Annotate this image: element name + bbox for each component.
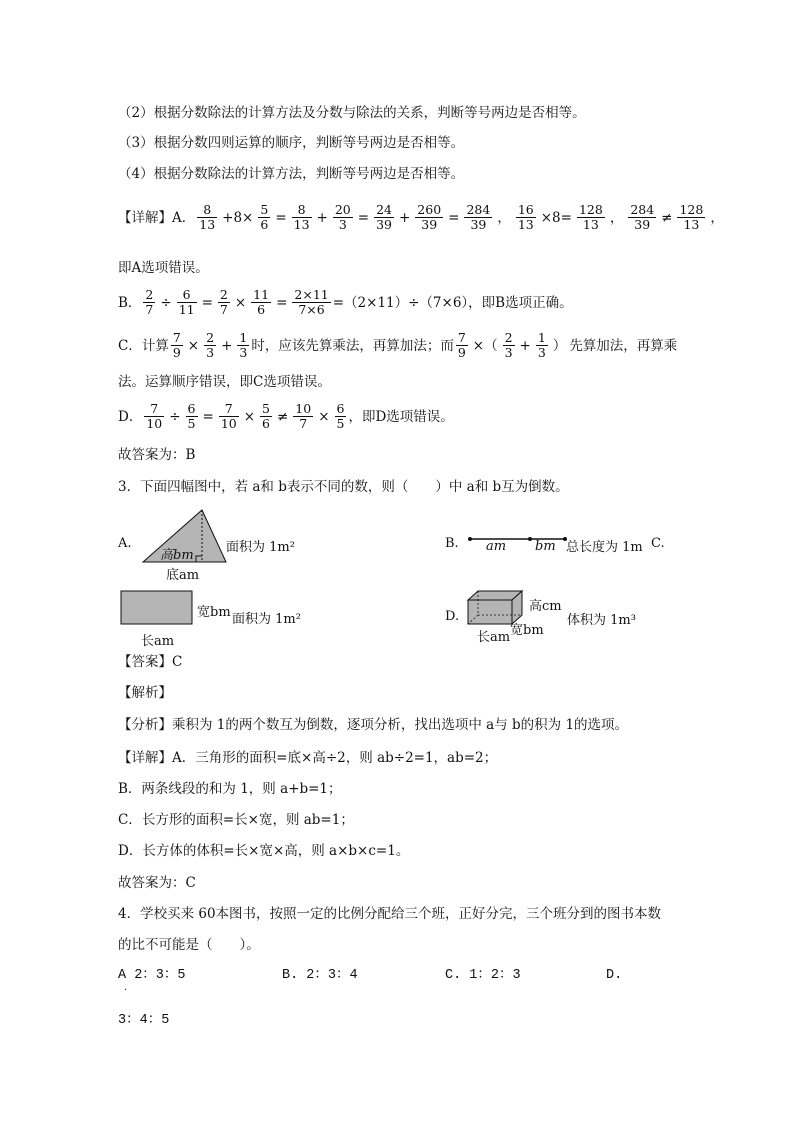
detail3-b: B．两条线段的和为 1，则 a+b=1； (118, 781, 342, 797)
detail3-c: C．长方形的面积=长×宽，则 ab=1； (118, 812, 354, 828)
triangle-base-label: 底am (166, 568, 200, 583)
triangle-height-label: 高bm (160, 548, 194, 563)
detail3-d: D．长方体的体积=长×宽×高，则 a×b×c=1。 (118, 843, 410, 859)
detail-c-mid2: 先算加法，再算乘 (569, 337, 678, 354)
segment-a-label: am (486, 539, 507, 554)
q4-option-b: B. 2：3：4 (282, 968, 358, 983)
reason-2: （2）根据分数除法的计算方法及分数与除法的关系，判断等号两边是否相等。 (118, 105, 586, 121)
cuboid-width-label: 宽bm (510, 623, 544, 638)
reason-4: （4）根据分数除法的计算方法，判断等号两边是否相等。 (118, 166, 465, 182)
stray-dot: . (124, 982, 128, 993)
detail-d-equation: D． $\frac{7}{10}$ ÷ $\frac{6}{5}$ = $\frac{7}{10}$ × $\frac{5}{6}$ ≠ $\frac{10}{7}$ × $\frac{6}{5}$ ，即D选项错误。 (118, 401, 454, 431)
reason-3: （3）根据分数四则运算的顺序，判断等号两边是否相等。 (118, 135, 465, 151)
answer-b: 故答案为：B (118, 447, 196, 463)
detail3-a: 【详解】A．三角形的面积=底×高÷2，则 ab÷2=1，ab=2； (118, 750, 498, 766)
figure-a-label: A. (118, 536, 132, 551)
rectangle-area-label: 面积为 1m² (232, 612, 301, 627)
detail-a-prefix: 【详解】A． (118, 209, 196, 226)
q4-option-d: D. (606, 968, 623, 983)
detail-c-prefix: C．计算 (118, 337, 169, 354)
question-4-line1: 4．学校买来 60本图书，按照一定的比例分配给三个班，正好分完，三个班分到的图书本数 (118, 906, 662, 922)
segment-b-label: bm (535, 539, 556, 554)
detail-b-tail: =（2×11）÷（7×6），即B选项正确。 (332, 294, 573, 311)
detail-b-equation: B． $\frac{2}{7}$ ÷ $\frac{6}{11}$ = $\frac{2}{7}$ × $\frac{11}{6}$ = $\frac{2\times 11}{7\times 6}$ =（2×11）÷（7×6），即B选项正确。 (118, 287, 573, 317)
figure-c-label: C. (651, 536, 665, 551)
figure-b-label: B. (445, 536, 459, 551)
rectangle-width-label: 宽bm (197, 605, 231, 620)
rectangle-length-label: 长am (141, 634, 175, 649)
cuboid-length-label: 长am (477, 630, 511, 645)
segment-total-label: 总长度为 1m (566, 540, 643, 555)
answer-tag: 【答案】C (118, 654, 183, 670)
rectangle-figure (120, 590, 194, 626)
detail-d-tail: ，即D选项错误。 (348, 408, 454, 425)
answer-c: 故答案为：C (118, 875, 196, 891)
detail-a-equation: 【详解】A． $\frac{8}{13}$ +8× $\frac{5}{6}$ = $\frac{8}{13}$ + $\frac{20}{3}$ = $\frac{24}{39}$ + $\frac{260}{39}$ = $\frac{284}{39}$ ， $\frac{16}{13}$ ×8= $\frac{128}{13}$ ， $\frac{284}{39}$ ≠ $\frac{128}{13}$ ， (118, 202, 724, 232)
detail-b-prefix: B． (118, 294, 142, 311)
q4-option-a: A 2：3：5 (118, 968, 186, 983)
question-4-line2: 的比不可能是（ ）。 (118, 937, 260, 953)
detail-c-mid1: 时，应该先算乘法，再算加法；而 (251, 337, 454, 354)
q4-option-c: C. 1：2：3 (445, 968, 521, 983)
detail-d-prefix: D． (118, 408, 143, 425)
analysis-tag: 【解析】 (118, 685, 172, 701)
cuboid-height-label: 高cm (529, 599, 562, 614)
triangle-area-label: 面积为 1m² (226, 540, 295, 555)
figure-d-label: D. (445, 609, 460, 624)
analysis: 【分析】乘积为 1的两个数互为倒数，逐项分析，找出选项中 a与 b的积为 1的选项。 (118, 717, 629, 733)
detail-c-line2: 法。运算顺序错误，即C选项错误。 (118, 374, 331, 390)
detail-c-equation: C．计算 $\frac{7}{9}$ × $\frac{2}{3}$ + $\frac{1}{3}$ 时，应该先算乘法，再算加法；而 $\frac{7}{9}$ ×（ $\frac{2}{3}$ + $\frac{1}{3}$ ） 先算加法，再算乘 (118, 330, 678, 360)
cuboid-volume-label: 体积为 1m³ (567, 613, 636, 628)
detail-a-tail: 即A选项错误。 (118, 260, 209, 276)
q4-option-d-value: 3：4：5 (118, 1013, 170, 1028)
question-3: 3．下面四幅图中，若 a和 b表示不同的数，则（ ）中 a和 b互为倒数。 (118, 479, 569, 495)
